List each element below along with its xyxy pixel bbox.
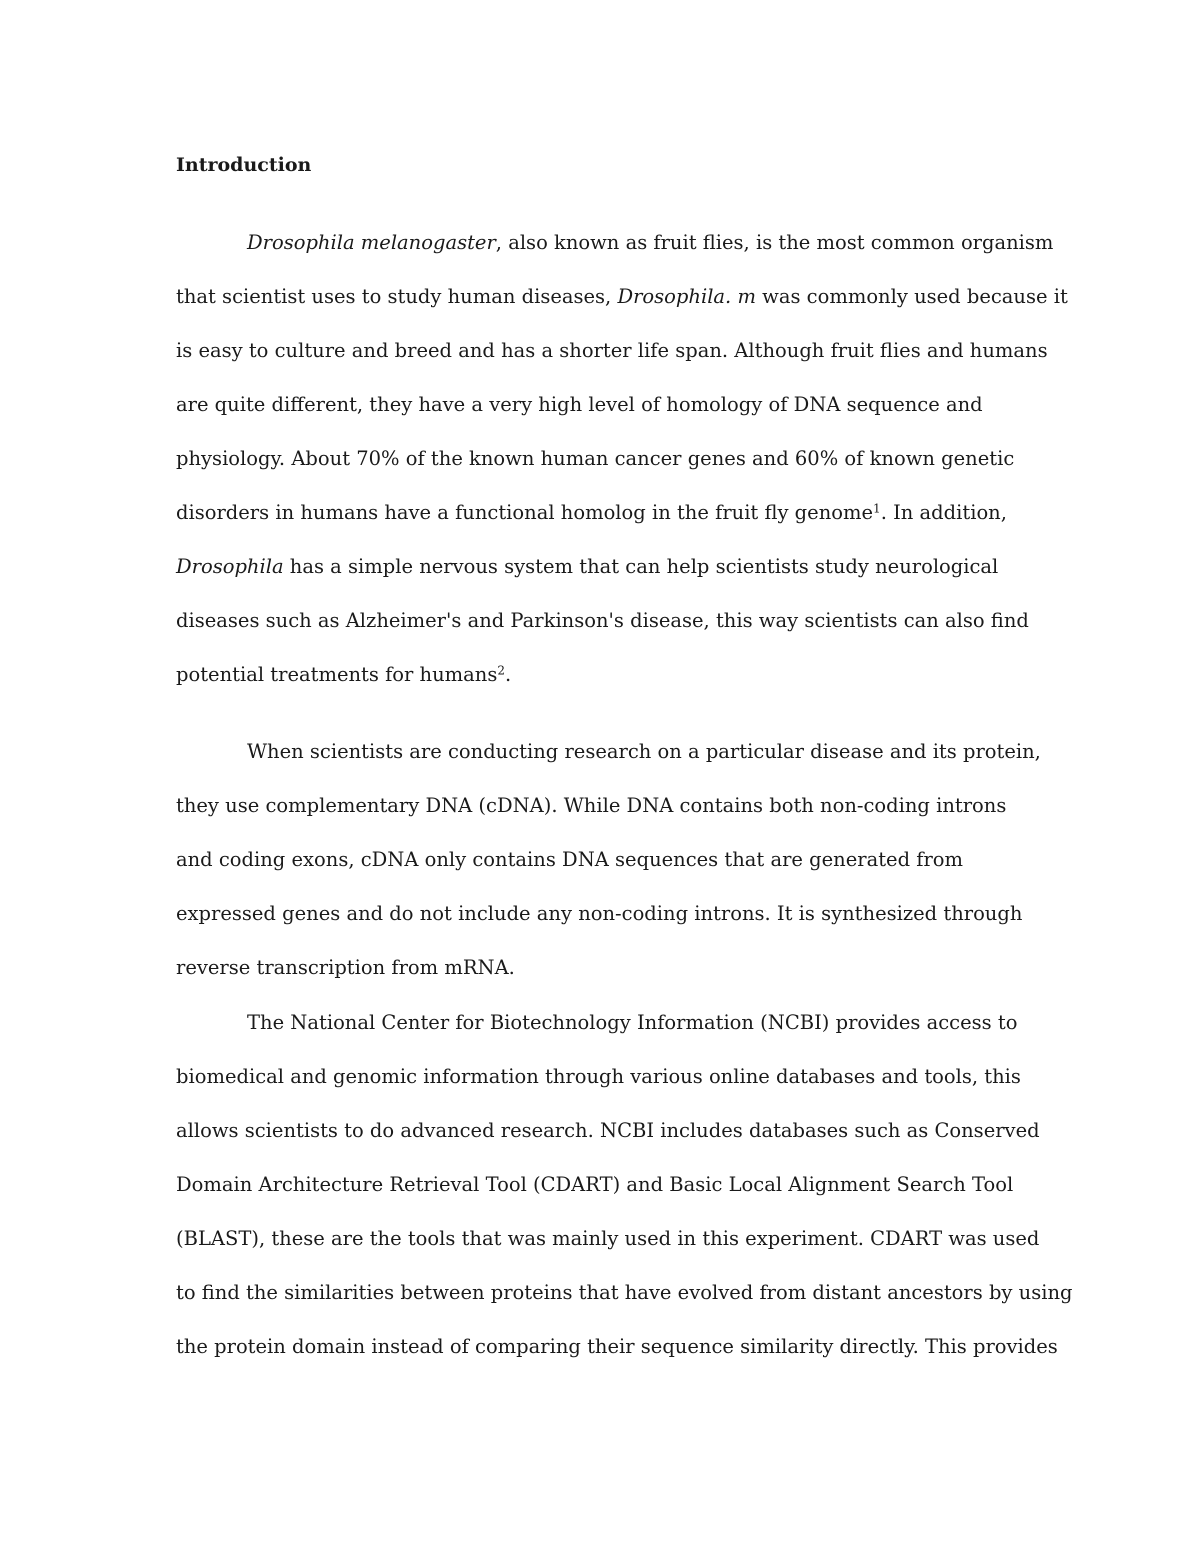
text-run: , also known as fruit flies, is the most common organism [495,231,1054,254]
paragraph-3-line-5: (BLAST), these are the tools that was mainly used in this experiment. CDART was used [176,1227,1040,1250]
species-name-italic: Drosophila melanogaster [247,231,496,254]
genus-name-italic: Drosophila [176,555,284,578]
paragraph-1-line-4: are quite different, they have a very high level of homology of DNA sequence and [176,393,983,416]
paragraph-1-line-9 [176,660,1036,690]
text-run: was commonly used because it [755,285,1068,308]
section-heading: Introduction [176,154,312,176]
paragraph-3-line-3: allows scientists to do advanced research. NCBI includes databases such as Conserved [176,1119,1040,1142]
paragraph-2-line-5: reverse transcription from mRNA. [176,956,515,979]
text-run: . [505,663,512,686]
text-run: . In addition, [880,501,1007,524]
paragraph-3-line-4: Domain Architecture Retrieval Tool (CDART) and Basic Local Alignment Search Tool [176,1173,1014,1196]
paragraph-1-line-6 [176,498,1036,528]
paragraph-2-line-3: and coding exons, cDNA only contains DNA sequences that are generated from [176,848,964,871]
paragraph-3-line-7: the protein domain instead of comparing their sequence similarity directly. This provides [176,1335,1058,1358]
text-run: disorders in humans have a functional homolog in the fruit fly genome [176,501,874,524]
paragraph-1-line-1 [247,228,1107,258]
paragraph-2-line-1: When scientists are conducting research on a particular disease and its protein, [247,740,1041,763]
paragraph-1-line-8: diseases such as Alzheimer's and Parkinson's disease, this way scientists can also find [176,609,1029,632]
text-run: has a simple nervous system that can help scientists study neurological [283,555,999,578]
paragraph-1-line-2 [176,282,1068,312]
paragraph-2-line-4: expressed genes and do not include any non-coding introns. It is synthesized through [176,902,1023,925]
paragraph-1-line-3: is easy to culture and breed and has a shorter life span. Although fruit flies and humans [176,339,1048,362]
footnote-ref-1: 1 [873,501,881,516]
paragraph-3-line-2: biomedical and genomic information through various online databases and tools, this [176,1065,1021,1088]
paragraph-3-line-1: The National Center for Biotechnology Information (NCBI) provides access to [247,1011,1018,1034]
text-run: potential treatments for humans [176,663,498,686]
footnote-ref-2: 2 [497,663,506,678]
species-abbrev-italic: Drosophila. m [617,285,756,308]
paragraph-2-line-2: they use complementary DNA (cDNA). While DNA contains both non-coding introns [176,794,1007,817]
paragraph-1-line-5: physiology. About 70% of the known human cancer genes and 60% of known genetic [176,447,1015,470]
paragraph-3-line-6: to find the similarities between proteins that have evolved from distant ancestors by using [176,1281,1073,1304]
paragraph-1-line-7 [176,552,1036,582]
text-run: that scientist uses to study human diseases, [176,285,618,308]
